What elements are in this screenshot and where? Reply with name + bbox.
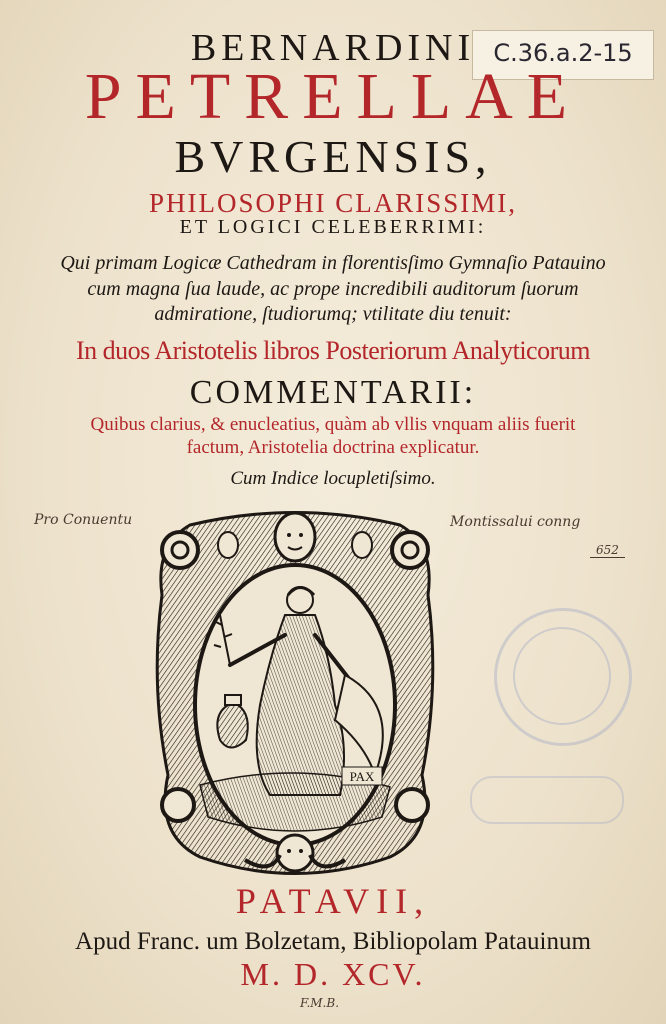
author-surname: PETRELLAE [84, 60, 582, 133]
author-origin: BVRGENSIS, [174, 131, 492, 182]
printer-imprint: Apud Franc. um Bolzetam, Bibliopolam Patauinum [75, 928, 591, 955]
intro-text-line-3: admiratione, ſtudiorumq; vtilitate diu tenuit: [154, 303, 512, 325]
shelfmark-text: C.36.a.2-15 [493, 39, 633, 67]
printers-device-woodcut [150, 505, 440, 880]
handwritten-initials: F.M.B. [300, 996, 340, 1010]
library-stamp-oval-icon [470, 776, 624, 824]
intro-text-line-1: Qui primam Logicæ Cathedram in florentisſimo Gymnaſio Patauino [60, 252, 606, 274]
quibus-text-line-2: factum, Aristotelia doctrina explicatur. [186, 437, 480, 458]
work-title: In duos Aristotelis libros Posteriorum Analyticorum [76, 336, 590, 365]
publication-year: M. D. XCV. [240, 956, 426, 992]
author-descriptor-logician: ET LOGICI CELEBERRIMI: [179, 216, 487, 238]
handwritten-number: 652 [590, 543, 625, 558]
handwritten-note-right: Montissalui conng [450, 514, 581, 530]
author-descriptor-philosopher: PHILOSOPHI CLARISSIMI, [148, 188, 518, 218]
author-forename: BERNARDINI [190, 27, 476, 69]
index-note: Cum Indice locupletiſsimo. [230, 468, 436, 489]
handwritten-note-left: Pro Conuentu [34, 512, 133, 528]
quibus-text-line-1: Quibus clarius, & enucleatius, quàm ab vllis vnquam aliis fuerit [90, 414, 576, 435]
commentarii-heading: COMMENTARII: [189, 374, 477, 411]
library-stamp-icon [494, 608, 632, 746]
place-of-publication: PATAVII, [235, 881, 431, 921]
pax-label: PAX [349, 769, 375, 784]
intro-text-line-2: cum magna ſua laude, ac prope incredibili auditorum ſuorum [87, 278, 579, 300]
